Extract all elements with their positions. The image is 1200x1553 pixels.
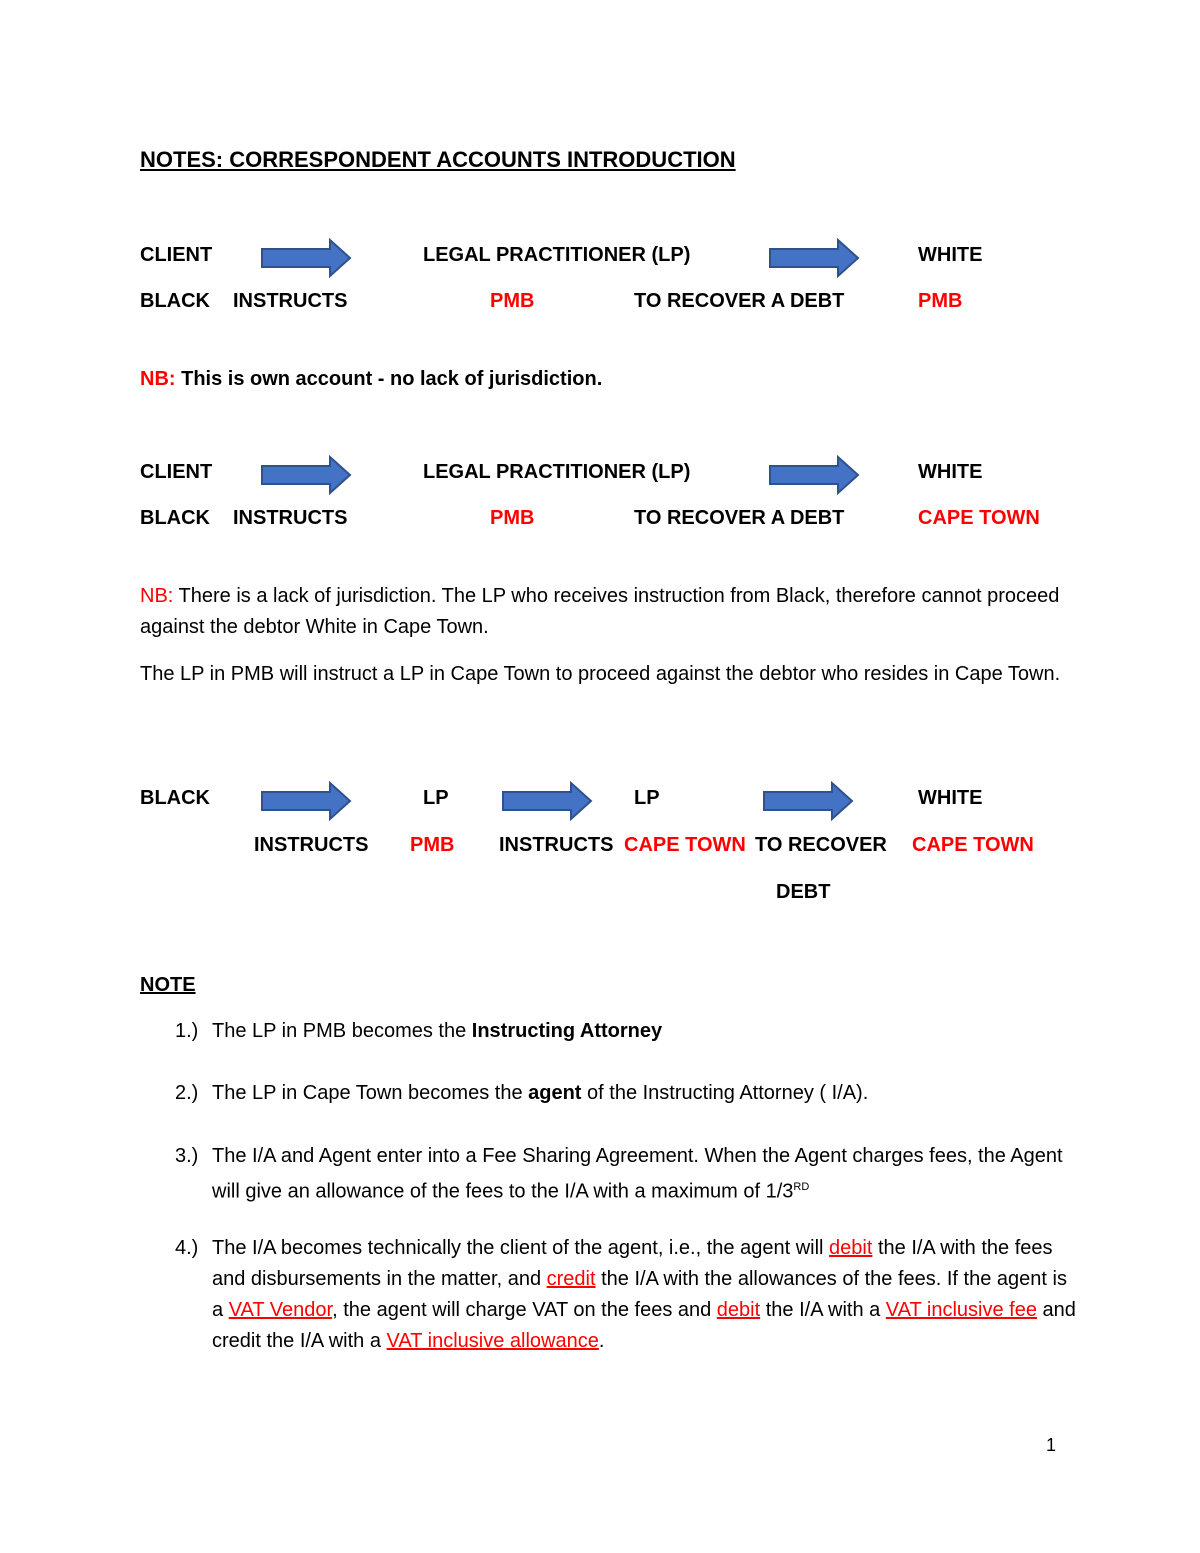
flow3-black: BLACK [140, 787, 210, 809]
flow3-instructs-2: INSTRUCTS [499, 834, 614, 856]
right-arrow-icon [762, 781, 854, 821]
flow3-cape-town-1: CAPE TOWN [624, 834, 746, 856]
flow2-recover: TO RECOVER A DEBT [634, 507, 845, 529]
right-arrow-icon [768, 238, 860, 278]
page-number: 1 [1046, 1435, 1057, 1455]
term-vat-vendor: VAT Vendor [228, 1299, 333, 1321]
list-number: 3.) [175, 1145, 199, 1167]
list-number: 2.) [175, 1082, 199, 1104]
flow2-white-location: CAPE TOWN [918, 507, 1040, 529]
flow2-white: WHITE [918, 461, 983, 483]
list-item [175, 1078, 1080, 1109]
flow1-instructs: INSTRUCTS [233, 290, 348, 312]
right-arrow-icon [260, 455, 352, 495]
term-debit: debit [829, 1237, 873, 1259]
item-text: and credit the I/A with a [212, 1299, 1076, 1352]
item-text: . [598, 1330, 605, 1352]
flow1-white: WHITE [918, 244, 983, 266]
term-vat-inclusive-allowance: VAT inclusive allowance [386, 1330, 599, 1352]
page-title: NOTES: CORRESPONDENT ACCOUNTS INTRODUCTION [140, 147, 736, 172]
nb-label: NB: [140, 368, 176, 390]
list-item [175, 1141, 1080, 1208]
flow1-lp: LEGAL PRACTITIONER (LP) [423, 244, 691, 266]
item-text: The I/A becomes technically the client of the agent, i.e., the agent will [212, 1237, 830, 1259]
list-number: 1.) [175, 1020, 199, 1042]
item-text: of the Instructing Attorney ( I/A). [581, 1082, 869, 1104]
flow1-pmb: PMB [490, 290, 535, 312]
right-arrow-icon [260, 238, 352, 278]
flow3-debt: DEBT [776, 881, 831, 903]
item-bold: Instructing Attorney [471, 1020, 663, 1042]
paragraph: The LP in PMB will instruct a LP in Cape Town to proceed against the debtor who resides in Cape Town. [140, 663, 1061, 685]
flow3-lp-2: LP [634, 787, 660, 809]
list-number: 4.) [175, 1237, 199, 1259]
term-debit: debit [716, 1299, 761, 1321]
flow2-black: BLACK [140, 507, 210, 529]
list-item [175, 1016, 1080, 1047]
flow1-black: BLACK [140, 290, 210, 312]
item-bold: agent [528, 1082, 582, 1104]
item-text: The LP in Cape Town becomes the [212, 1082, 529, 1104]
nb-label: NB: [140, 585, 174, 607]
right-arrow-icon [260, 781, 352, 821]
flow3-lp-1: LP [423, 787, 449, 809]
term-vat-inclusive-fee: VAT inclusive fee [885, 1299, 1037, 1321]
item-text: The LP in PMB becomes the [212, 1020, 472, 1042]
nb-text: This is own account - no lack of jurisdiction. [175, 368, 603, 390]
flow2-instructs: INSTRUCTS [233, 507, 348, 529]
item-text: , the agent will charge VAT on the fees and [332, 1299, 717, 1321]
item-text: the I/A with the allowances of the fees. If the agent is a [212, 1268, 1067, 1321]
right-arrow-icon [501, 781, 593, 821]
item-text: The I/A and Agent enter into a Fee Sharing Agreement. When the Agent charges fees, the Agent will give an allowance of the fees to the I/A with a maximum of 1/3 [212, 1145, 1063, 1203]
nb-text: There is a lack of jurisdiction. The LP who receives instruction from Black, therefore cannot proceed against the debtor White in Cape Town. [140, 585, 1060, 638]
flow1-recover: TO RECOVER A DEBT [634, 290, 845, 312]
item-text: the I/A with a [760, 1299, 886, 1321]
flow3-cape-town-2: CAPE TOWN [912, 834, 1034, 856]
nb-note-1 [140, 367, 602, 391]
flow1-white-location: PMB [918, 290, 963, 312]
flow2-pmb: PMB [490, 507, 535, 529]
flow2-client: CLIENT [140, 461, 213, 483]
flow3-pmb: PMB [410, 834, 455, 856]
term-credit: credit [546, 1268, 596, 1290]
flow3-instructs-1: INSTRUCTS [254, 834, 369, 856]
note-heading: NOTE [140, 974, 196, 996]
flow3-recover: TO RECOVER [755, 834, 887, 856]
item-text: the I/A with the fees and disbursements in the matter, and [212, 1237, 1053, 1290]
flow2-lp: LEGAL PRACTITIONER (LP) [423, 461, 691, 483]
flow1-client: CLIENT [140, 244, 213, 266]
right-arrow-icon [768, 455, 860, 495]
flow3-white: WHITE [918, 787, 983, 809]
list-item [175, 1233, 1080, 1357]
nb-note-2 [140, 581, 1080, 643]
superscript: RD [793, 1181, 810, 1193]
